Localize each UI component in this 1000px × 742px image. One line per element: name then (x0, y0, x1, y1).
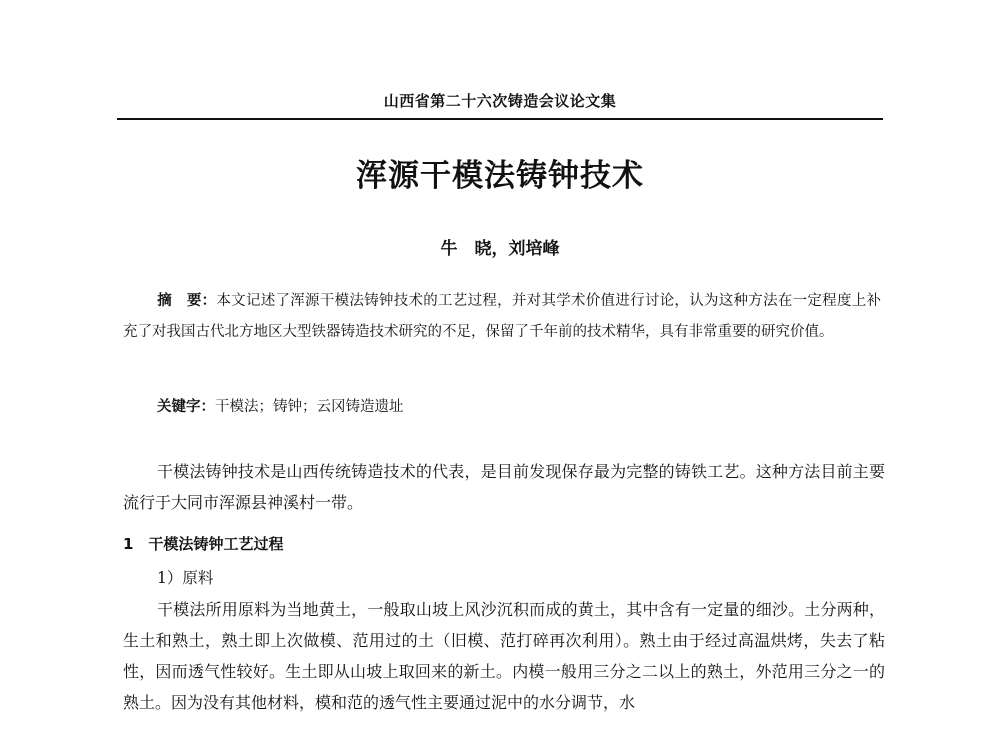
keywords-text: 干模法；铸钟；云冈铸造遗址 (215, 399, 404, 415)
abstract-label: 摘 要： (157, 293, 217, 309)
section-heading: 1 干模法铸钟工艺过程 (123, 535, 284, 553)
body-paragraph: 干模法所用原料为当地黄土，一般取山坡上风沙沉积而成的黄土，其中含有一定量的细沙。土分两种，生土和熟土，熟土即上次做模、范用过的土（旧模、范打碎再次利用）。熟土由于经过高温烘烤，失去了粘性，因而透气性较好。生土即从山坡上取回来的新土。内模一般用三分之二以上的熟土，外范用三分之一的熟土。因为没有其他材料，模和范的透气性主要通过泥中的水分调节，水 (123, 600, 885, 712)
keywords (123, 392, 881, 423)
running-head: 山西省第二十六次铸造会议论文集 (383, 92, 617, 110)
header-rule (117, 118, 883, 120)
subsection-heading: 1）原料 (157, 569, 214, 587)
abstract-text: 本文记述了浑源干模法铸钟技术的工艺过程，并对其学术价值进行讨论，认为这种方法在一定程度上补充了对我国古代北方地区大型铁器铸造技术研究的不足，保留了千年前的技术精华，具有非常重要的研究价值。 (123, 293, 882, 340)
intro-paragraph: 干模法铸钟技术是山西传统铸造技术的代表，是目前发现保存最为完整的铸铁工艺。这种方法目前主要流行于大同市浑源县神溪村一带。 (123, 462, 885, 512)
abstract (123, 286, 881, 348)
paper-title: 浑源干模法铸钟技术 (356, 158, 644, 194)
authors: 牛 晓，刘培峰 (440, 239, 560, 259)
keywords-label: 关键字： (157, 399, 215, 415)
